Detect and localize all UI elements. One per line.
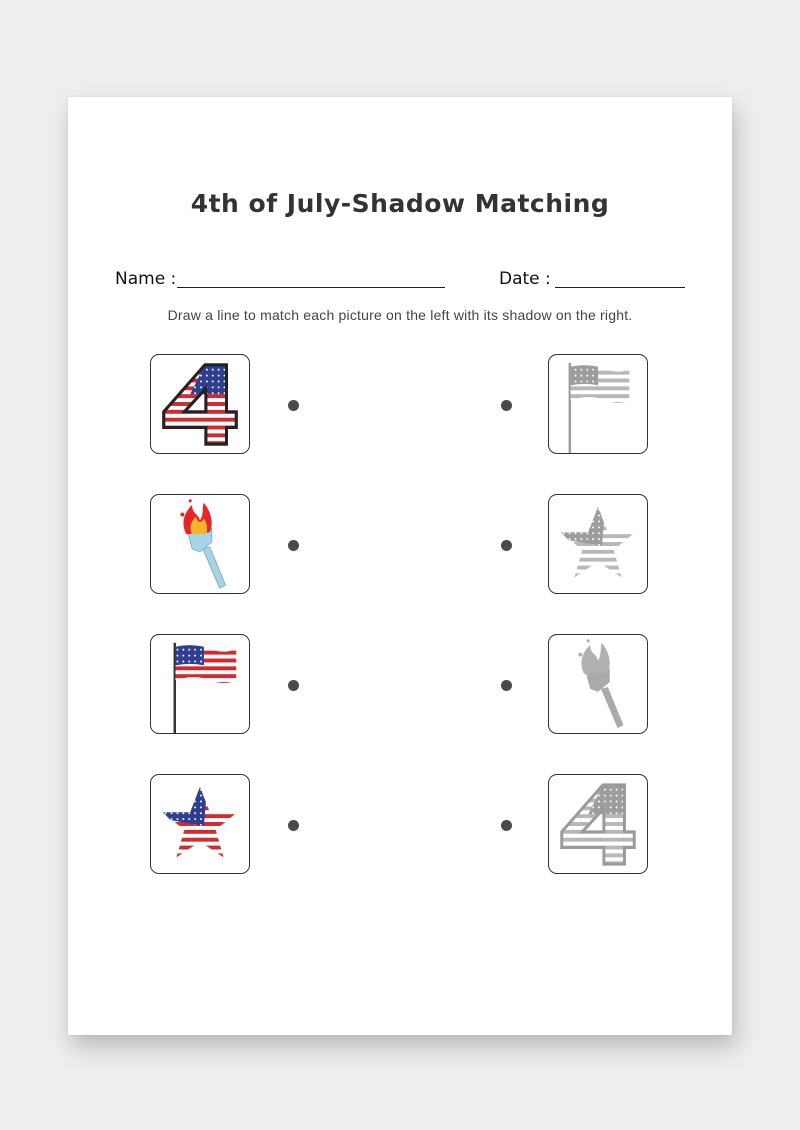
- number-four-flag-icon: [151, 355, 249, 453]
- star-flag-shadow-icon: [549, 495, 647, 593]
- name-field[interactable]: [177, 287, 445, 288]
- match-dot-right-1[interactable]: [501, 400, 512, 411]
- picture-box-star[interactable]: [150, 774, 250, 874]
- match-dot-left-2[interactable]: [288, 540, 299, 551]
- number-four-shadow-icon: [549, 775, 647, 873]
- picture-box-torch[interactable]: [150, 494, 250, 594]
- picture-box-number-four[interactable]: [150, 354, 250, 454]
- match-dot-left-1[interactable]: [288, 400, 299, 411]
- picture-box-flag[interactable]: [150, 634, 250, 734]
- american-flag-shadow-icon: [549, 355, 647, 453]
- shadow-box-torch[interactable]: [548, 634, 648, 734]
- match-dot-left-3[interactable]: [288, 680, 299, 691]
- torch-icon: [151, 495, 249, 593]
- match-dot-right-4[interactable]: [501, 820, 512, 831]
- american-flag-icon: [151, 635, 249, 733]
- date-field[interactable]: [555, 287, 685, 288]
- shadow-box-star[interactable]: [548, 494, 648, 594]
- instructions: Draw a line to match each picture on the left with its shadow on the right.: [167, 307, 633, 323]
- shadow-box-flag[interactable]: [548, 354, 648, 454]
- match-dot-right-3[interactable]: [501, 680, 512, 691]
- match-dot-left-4[interactable]: [288, 820, 299, 831]
- date-label: Date :: [499, 269, 551, 289]
- shadow-box-number-four[interactable]: [548, 774, 648, 874]
- worksheet-page: [68, 97, 732, 1035]
- match-dot-right-2[interactable]: [501, 540, 512, 551]
- worksheet-title: 4th of July-Shadow Matching: [190, 189, 610, 218]
- star-flag-icon: [151, 775, 249, 873]
- torch-shadow-icon: [549, 635, 647, 733]
- name-label: Name :: [115, 269, 177, 289]
